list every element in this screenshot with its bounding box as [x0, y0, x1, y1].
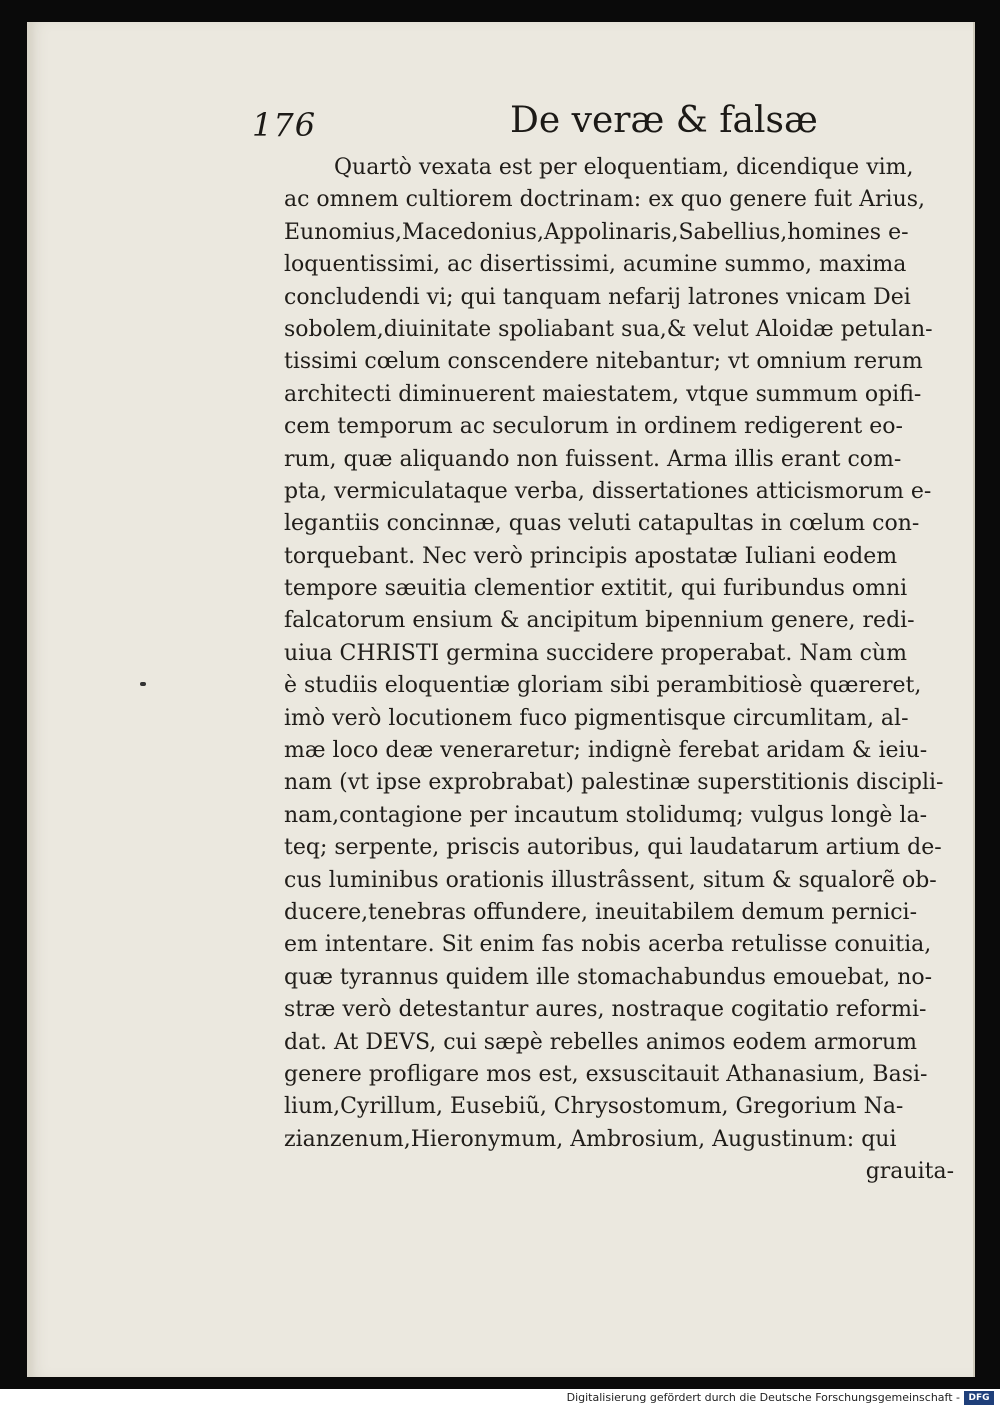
- text-line: falcatorum ensium & ancipitum bipennium genere, redi-: [284, 608, 915, 634]
- running-title: De veræ & falsæ: [510, 100, 818, 141]
- page-header: [252, 100, 952, 148]
- text-line: nam (vt ipse exprobrabat) palestinæ superstitionis discipli-: [284, 770, 944, 796]
- text-line: quæ tyrannus quidem ille stomachabundus emouebat, no-: [284, 964, 933, 990]
- text-line: zianzenum,Hieronymum, Ambrosium, Augustinum: qui: [284, 1126, 897, 1152]
- text-line: genere profligare mos est, exsuscitauit Athanasium, Basi-: [284, 1061, 928, 1087]
- body-text: [284, 152, 974, 1189]
- text-line: architecti diminuerent maiestatem, vtque summum opifi-: [284, 381, 922, 407]
- text-line: è studiis eloquentiæ gloriam sibi perambitiosè quæreret,: [284, 673, 922, 699]
- text-line: ducere,tenebras offundere, ineuitabilem demum pernici-: [284, 899, 918, 925]
- text-line: concludendi vi; qui tanquam nefarij latrones vnicam Dei: [284, 284, 911, 310]
- page-number: 176: [252, 106, 317, 144]
- text-line: cus luminibus orationis illustrâssent, situm & squalorẽ ob-: [284, 867, 937, 893]
- text-line: legantiis concinnæ, quas veluti catapultas in cœlum con-: [284, 511, 920, 537]
- text-line: teq; serpente, priscis autoribus, qui laudatarum artium de-: [284, 835, 942, 861]
- dfg-logo-icon[interactable]: DFG: [964, 1391, 994, 1405]
- text-line: em intentare. Sit enim fas nobis acerba retulisse conuitia,: [284, 932, 932, 958]
- text-line: ac omnem cultiorem doctrinam: ex quo genere fuit Arius,: [284, 187, 926, 213]
- catchword: grauita-: [865, 1159, 954, 1185]
- funding-credit: Digitalisierung gefördert durch die Deutsche Forschungsgemeinschaft -: [566, 1391, 960, 1404]
- text-line: torquebant. Nec verò principis apostatæ Iuliani eodem: [284, 543, 898, 569]
- text-line: pta, vermiculataque verba, dissertationes atticismorum e-: [284, 478, 932, 504]
- digitization-footer: [0, 1389, 1000, 1408]
- text-line: lium,Cyrillum, Eusebiũ, Chrysostomum, Gregorium Na-: [284, 1094, 904, 1120]
- text-line: dat. At DEVS, cui sæpè rebelles animos eodem armorum: [284, 1029, 918, 1055]
- text-line: tempore sæuitia clementior extitit, qui furibundus omni: [284, 576, 908, 602]
- text-line: mæ loco deæ veneraretur; indignè ferebat aridam & ieiu-: [284, 738, 928, 764]
- text-line: rum, quæ aliquando non fuissent. Arma illis erant com-: [284, 446, 902, 472]
- text-line: stræ verò detestantur aures, nostraque cogitatio reformi-: [284, 997, 927, 1023]
- text-line: imò verò locutionem fuco pigmentisque circumlitam, al-: [284, 705, 909, 731]
- text-line: tissimi cœlum conscendere nitebantur; vt omnium rerum: [284, 349, 923, 375]
- text-line: Eunomius,Macedonius,Appolinaris,Sabellius,homines e-: [284, 219, 909, 245]
- text-line: uiua CHRISTI germina succidere properabat. Nam cùm: [284, 640, 907, 666]
- margin-mark: [140, 682, 146, 686]
- text-line: cem temporum ac seculorum in ordinem redigerent eo-: [284, 414, 903, 440]
- text-line: sobolem,diuinitate spoliabant sua,& velut Aloidæ petulan-: [284, 316, 933, 342]
- text-line: loquentissimi, ac disertissimi, acumine summo, maxima: [284, 252, 907, 278]
- text-line: nam,contagione per incautum stolidumq; vulgus longè la-: [284, 802, 928, 828]
- text-line: Quartò vexata est per eloquentiam, dicendique vim,: [334, 155, 914, 180]
